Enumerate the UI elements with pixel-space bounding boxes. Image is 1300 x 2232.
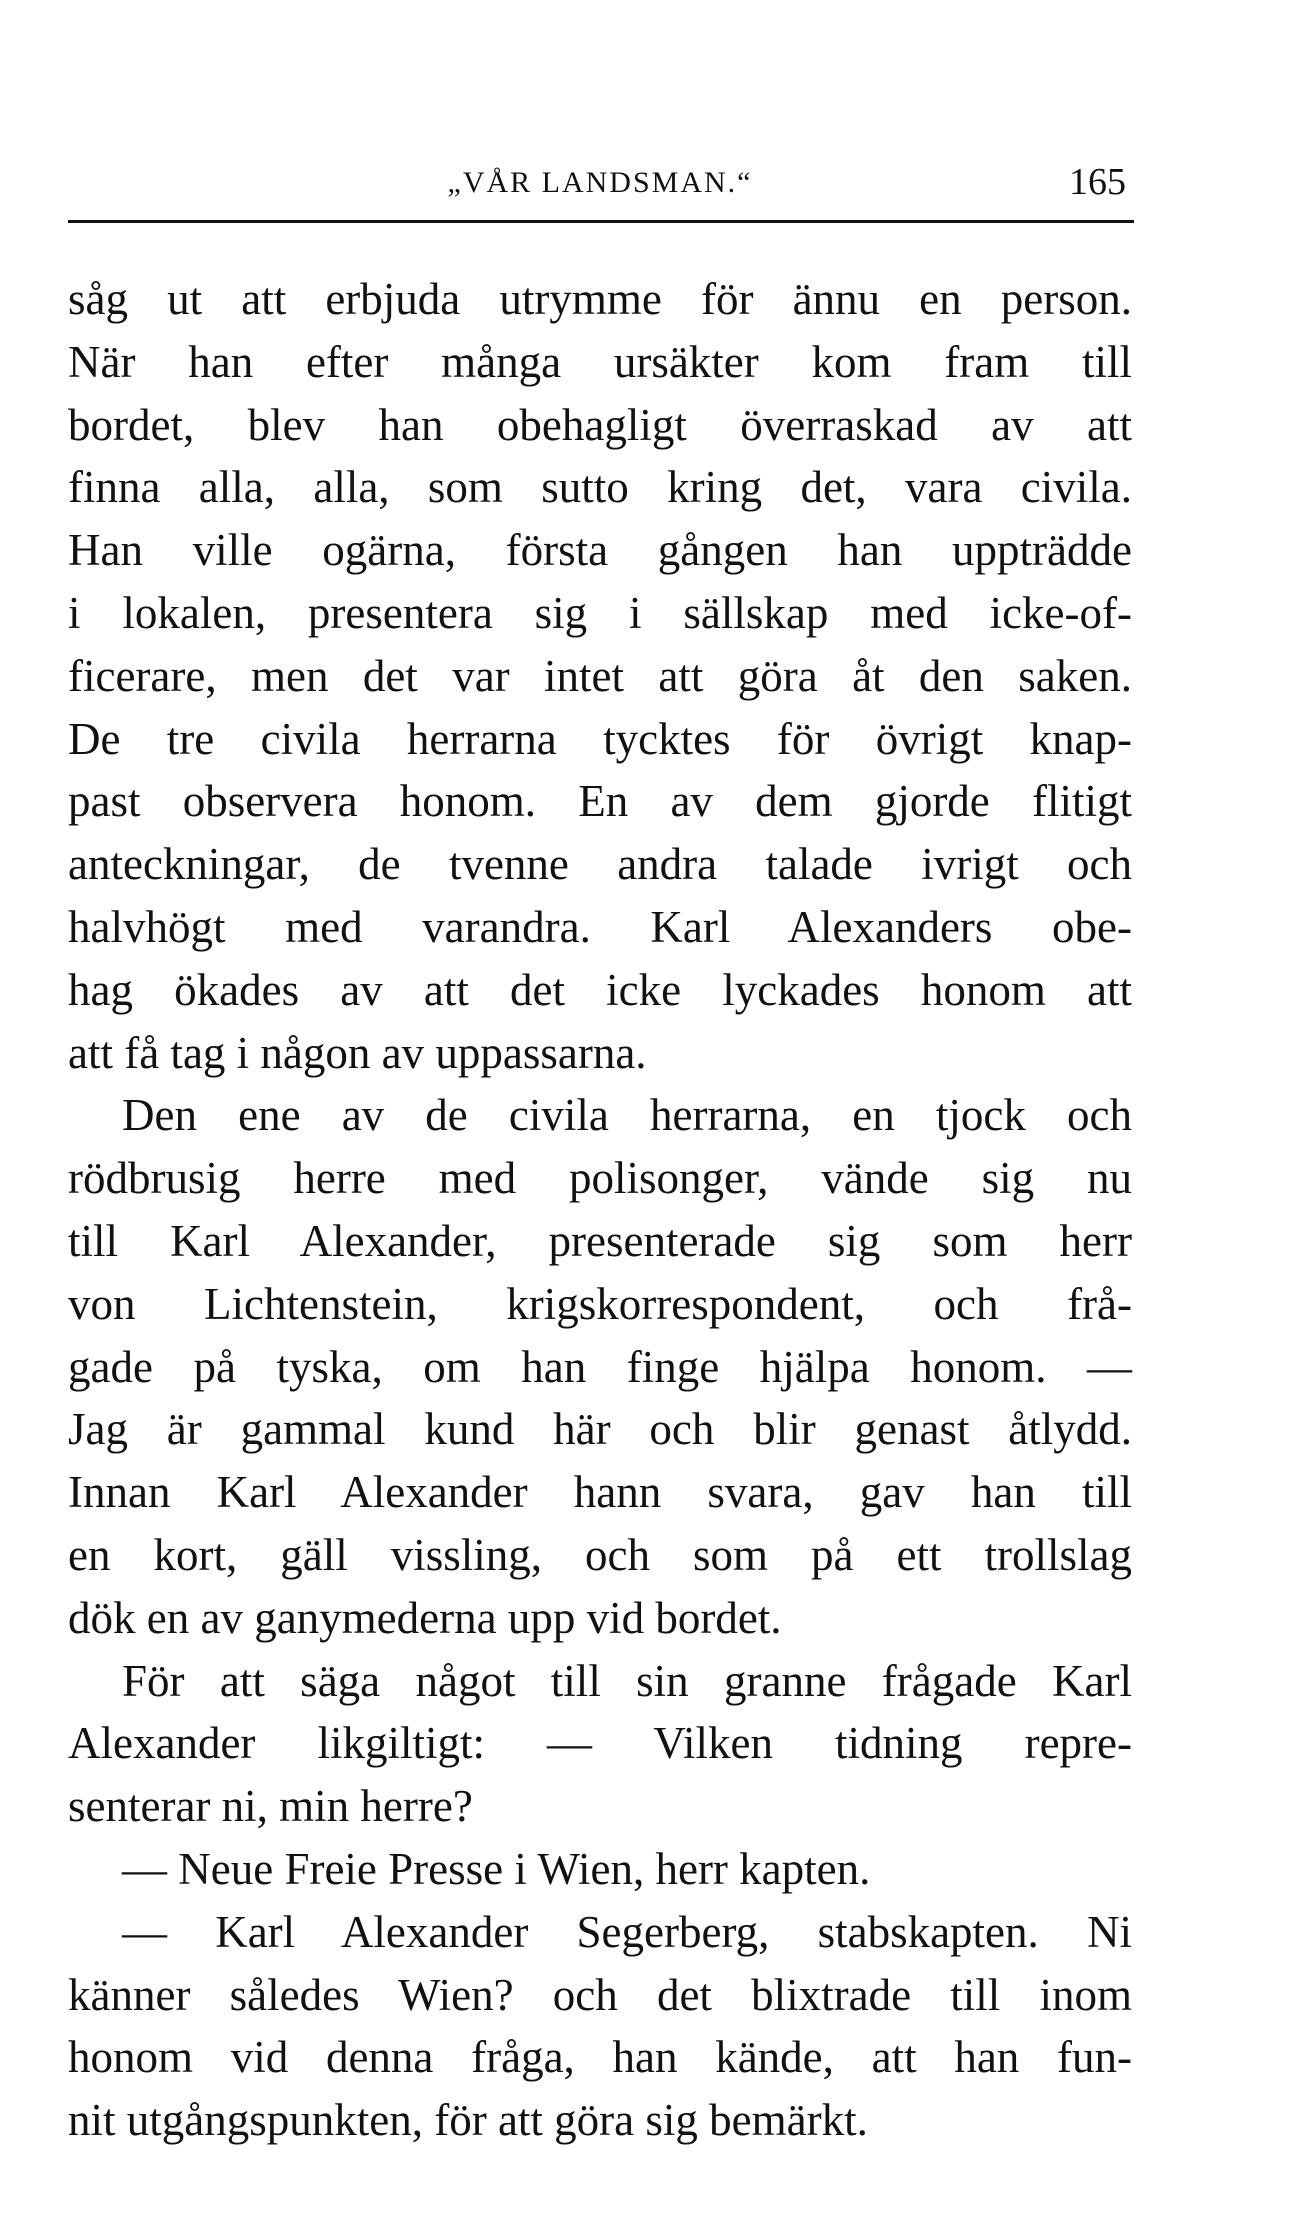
text-line: såg ut att erbjuda utrymme för ännu en person. [68,274,1132,324]
text-line: Jag är gammal kund här och blir genast åtlydd. [68,1404,1132,1455]
text-line: i lokalen, presentera sig i sällskap med icke-of- [68,587,1132,638]
text-line: ficerare, men det var intet att göra åt den saken. [68,650,1132,701]
text-line: Den ene av de civila herrarna, en tjock och [122,1090,1132,1141]
text-line: rödbrusig herre med polisonger, vände sig nu [68,1153,1132,1204]
text-line: halvhögt med varandra. Karl Alexanders obe- [68,901,1132,952]
text-line: till Karl Alexander, presenterade sig som herr [68,1215,1132,1266]
text-line: bordet, blev han obehagligt överraskad av att [68,399,1132,450]
text-line: När han efter många ursäkter kom fram till [68,336,1132,387]
text-line: — Karl Alexander Segerberg, stabskapten. Ni [122,1906,1132,1957]
page-number: 165 [1069,161,1126,203]
text-line: dök en av ganymederna upp vid bordet. [68,1592,782,1643]
text-line: finna alla, alla, som sutto kring det, vara civila. [68,462,1132,513]
text-line: känner således Wien? och det blixtrade till inom [68,1969,1132,2020]
text-line: — Neue Freie Presse i Wien, herr kapten. [122,1843,871,1894]
text-line: De tre civila herrarna tycktes för övrigt knap- [68,713,1132,764]
text-line: en kort, gäll vissling, och som på ett trollslag [68,1529,1132,1580]
running-title: „VÅR LANDSMAN.“ [447,166,753,199]
text-line: Alexander likgiltigt: — Vilken tidning repre- [68,1718,1132,1769]
header-rule [68,220,1134,223]
text-line: att få tag i någon av uppassarna. [68,1027,647,1078]
text-line: gade på tyska, om han finge hjälpa honom. — [68,1341,1132,1392]
text-line: senterar ni, min herre? [68,1781,473,1832]
text-line: nit utgångspunkten, för att göra sig bemärkt. [68,2095,868,2146]
text-line: För att säga något till sin granne frågade Karl [122,1655,1132,1706]
text-line: honom vid denna fråga, han kände, att han fun- [68,2032,1132,2083]
body-text [68,268,1132,2152]
text-line: past observera honom. En av dem gjorde flitigt [68,776,1132,827]
text-line: anteckningar, de tvenne andra talade ivrigt och [68,839,1132,890]
text-line: Innan Karl Alexander hann svara, gav han till [68,1467,1132,1518]
text-line: hag ökades av att det icke lyckades honom att [68,964,1132,1015]
text-line: Han ville ogärna, första gången han uppträdde [68,525,1132,576]
running-head [68,160,1132,216]
text-line: von Lichtenstein, krigskorrespondent, och frå- [68,1278,1132,1329]
